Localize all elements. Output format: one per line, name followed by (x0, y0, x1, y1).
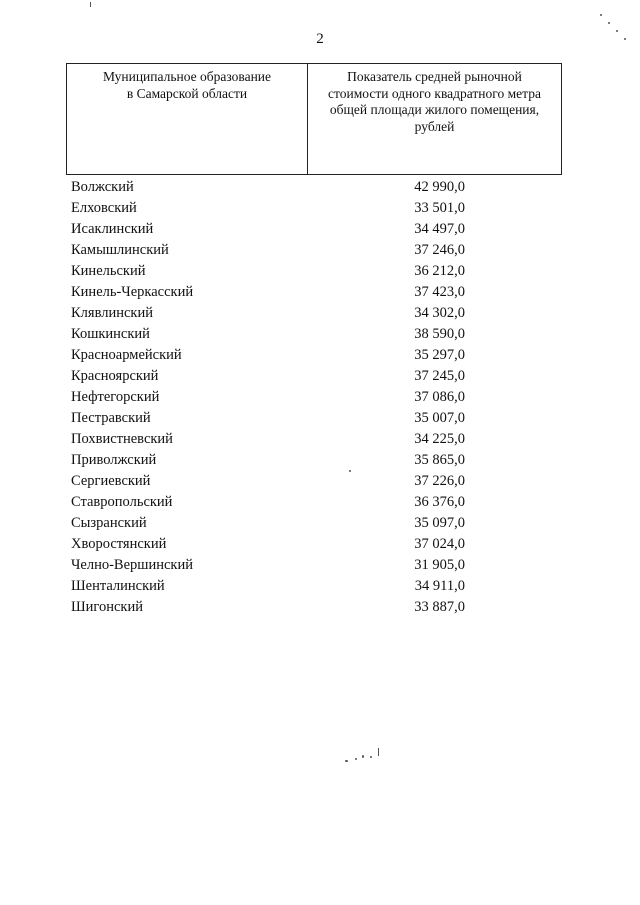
table-row (0, 345, 640, 366)
table-row (0, 576, 640, 597)
scan-speck (608, 22, 610, 24)
municipality-name: Кинель-Черкасский (71, 284, 194, 300)
scan-speck (378, 748, 379, 756)
municipality-name: Челно-Вершинский (71, 557, 193, 573)
scan-speck (345, 760, 348, 762)
municipality-name: Шигонский (71, 599, 143, 615)
table-row (0, 450, 640, 471)
price-value: 35 297,0 (414, 347, 465, 363)
municipality-name: Клявлинский (71, 305, 153, 321)
scan-speck (600, 14, 602, 16)
municipality-name: Сызранский (71, 515, 147, 531)
price-value: 38 590,0 (414, 326, 465, 342)
price-value: 42 990,0 (414, 179, 465, 195)
table-row (0, 198, 640, 219)
price-value: 36 376,0 (414, 494, 465, 510)
table-row (0, 555, 640, 576)
price-value: 35 007,0 (414, 410, 465, 426)
table-row (0, 534, 640, 555)
municipality-name: Приволжский (71, 452, 157, 468)
table-row (0, 261, 640, 282)
municipality-name: Пестравский (71, 410, 151, 426)
header-municipality (67, 64, 308, 174)
price-value: 35 097,0 (414, 515, 465, 531)
municipality-name: Исаклинский (71, 221, 154, 237)
price-value: 37 423,0 (414, 284, 465, 300)
table-row (0, 366, 640, 387)
page-number: 2 (316, 31, 324, 47)
municipality-name: Сергиевский (71, 473, 151, 489)
header-price-line: общей площади жилого помещения, (329, 102, 540, 117)
header-price-line: стоимости одного квадратного метра (328, 85, 541, 101)
municipality-name: Ставропольский (71, 494, 173, 510)
price-value: 37 024,0 (414, 536, 465, 552)
header-municipality-line: Муниципальное образование (102, 69, 272, 84)
scan-speck (616, 30, 618, 32)
header-price-line: рублей (414, 118, 455, 134)
table-body (0, 177, 640, 618)
municipality-name: Кошкинский (71, 326, 150, 342)
municipality-name: Камышлинский (71, 242, 169, 258)
municipality-name: Волжский (71, 179, 134, 195)
scan-speck (624, 38, 626, 40)
table-row (0, 492, 640, 513)
header-municipality-line: в Самарской области (126, 85, 248, 101)
municipality-name: Нефтегорский (71, 389, 160, 405)
header-price-line: Показатель средней рыночной (347, 69, 522, 84)
table-row (0, 408, 640, 429)
scan-speck (362, 755, 364, 758)
table-row (0, 240, 640, 261)
price-value: 37 246,0 (414, 242, 465, 258)
table-row (0, 177, 640, 198)
price-value: 37 086,0 (414, 389, 465, 405)
price-value: 34 911,0 (414, 578, 465, 594)
price-value: 36 212,0 (414, 263, 465, 279)
municipality-name: Красноармейский (71, 347, 182, 363)
price-value: 33 501,0 (414, 200, 465, 216)
table-row (0, 429, 640, 450)
municipality-name: Похвистневский (71, 431, 173, 447)
price-value: 35 865,0 (414, 452, 465, 468)
price-value: 34 302,0 (414, 305, 465, 321)
price-value: 31 905,0 (414, 557, 465, 573)
table-row (0, 597, 640, 618)
scan-speck (370, 756, 372, 758)
municipality-name: Шенталинский (71, 578, 165, 594)
header-price-indicator (308, 64, 561, 174)
price-value: 34 497,0 (414, 221, 465, 237)
table-row (0, 282, 640, 303)
table-row (0, 471, 640, 492)
price-value: 37 226,0 (414, 473, 465, 489)
table-row (0, 303, 640, 324)
price-value: 33 887,0 (414, 599, 465, 615)
scan-speck (355, 758, 357, 760)
municipality-name: Хворостянский (71, 536, 167, 552)
municipality-name: Кинельский (71, 263, 146, 279)
table-row (0, 387, 640, 408)
municipality-name: Елховский (71, 200, 137, 216)
table-header (66, 63, 562, 175)
scan-speck (349, 470, 351, 472)
municipality-name: Красноярский (71, 368, 159, 384)
scan-speck (90, 2, 91, 7)
table-row (0, 513, 640, 534)
price-value: 34 225,0 (414, 431, 465, 447)
table-row (0, 324, 640, 345)
table-row (0, 219, 640, 240)
price-value: 37 245,0 (414, 368, 465, 384)
